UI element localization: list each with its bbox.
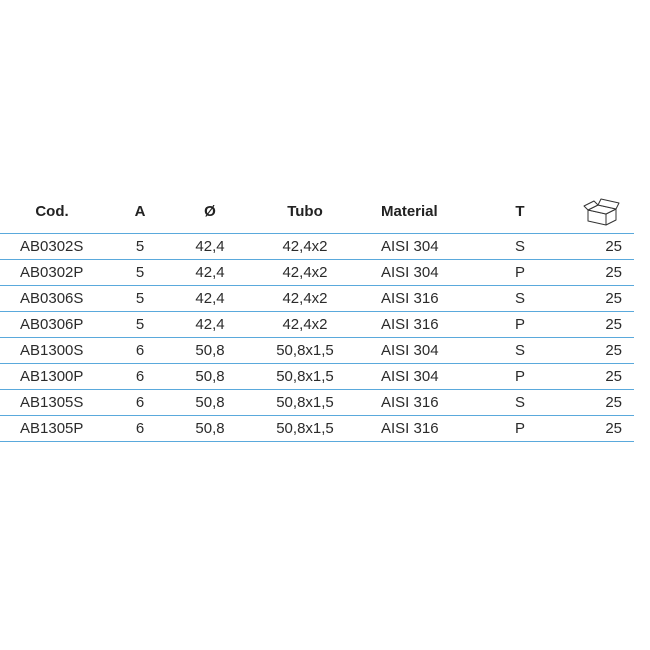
cell-cod: AB1300P [20,368,84,385]
cell-cod: AB0306S [20,290,84,307]
cell-t: P [514,368,525,385]
cell-material: AISI 304 [381,238,439,255]
cell-tubo: 42,4x2 [282,264,328,281]
header-t: T [515,203,525,220]
cell-material: AISI 316 [381,316,439,333]
cell-tubo: 50,8x1,5 [276,368,334,385]
table-row [0,260,634,286]
cell-a: 6 [135,342,145,359]
cell-diameter: 50,8 [195,394,225,411]
cell-material: AISI 316 [381,420,439,437]
cell-tubo: 42,4x2 [282,290,328,307]
cell-t: S [514,290,525,307]
cell-qty: 25 [605,290,622,307]
table-row [0,312,634,338]
cell-material: AISI 316 [381,290,439,307]
cell-diameter: 42,4 [195,238,225,255]
cell-diameter: 42,4 [195,316,225,333]
cell-diameter: 50,8 [195,342,225,359]
cell-cod: AB1305S [20,394,84,411]
cell-t: P [514,264,525,281]
cell-qty: 25 [605,368,622,385]
cell-tubo: 42,4x2 [282,238,328,255]
cell-material: AISI 304 [381,264,439,281]
table-row [0,364,634,390]
header-box [570,190,622,233]
cell-t: S [514,238,525,255]
table-row [0,416,634,442]
cell-t: S [514,342,525,359]
cell-qty: 25 [605,238,622,255]
header-a: A [134,203,146,220]
table-row [0,234,634,260]
header-diameter: Ø [204,203,216,220]
cell-tubo: 50,8x1,5 [276,420,334,437]
cell-diameter: 42,4 [195,290,225,307]
box-icon [582,197,622,227]
cell-qty: 25 [605,342,622,359]
table-header [0,190,634,234]
header-tubo: Tubo [287,203,323,220]
cell-a: 5 [135,238,145,255]
cell-a: 6 [135,368,145,385]
cell-cod: AB1300S [20,342,84,359]
cell-material: AISI 316 [381,394,439,411]
cell-tubo: 50,8x1,5 [276,342,334,359]
cell-a: 6 [135,394,145,411]
cell-t: P [514,420,525,437]
cell-diameter: 50,8 [195,420,225,437]
cell-diameter: 50,8 [195,368,225,385]
cell-qty: 25 [605,264,622,281]
cell-a: 5 [135,316,145,333]
table-row [0,338,634,364]
cell-tubo: 50,8x1,5 [276,394,334,411]
cell-cod: AB0302S [20,238,84,255]
header-material: Material [381,203,438,220]
cell-a: 5 [135,290,145,307]
cell-qty: 25 [605,316,622,333]
header-cod: Cod. [35,203,69,220]
cell-tubo: 42,4x2 [282,316,328,333]
cell-diameter: 42,4 [195,264,225,281]
cell-cod: AB1305P [20,420,84,437]
table-row [0,390,634,416]
product-table [0,190,634,442]
cell-a: 5 [135,264,145,281]
cell-t: S [514,394,525,411]
cell-material: AISI 304 [381,342,439,359]
cell-t: P [514,316,525,333]
cell-qty: 25 [605,420,622,437]
cell-cod: AB0302P [20,264,84,281]
cell-qty: 25 [605,394,622,411]
cell-a: 6 [135,420,145,437]
cell-cod: AB0306P [20,316,84,333]
cell-material: AISI 304 [381,368,439,385]
table-row [0,286,634,312]
